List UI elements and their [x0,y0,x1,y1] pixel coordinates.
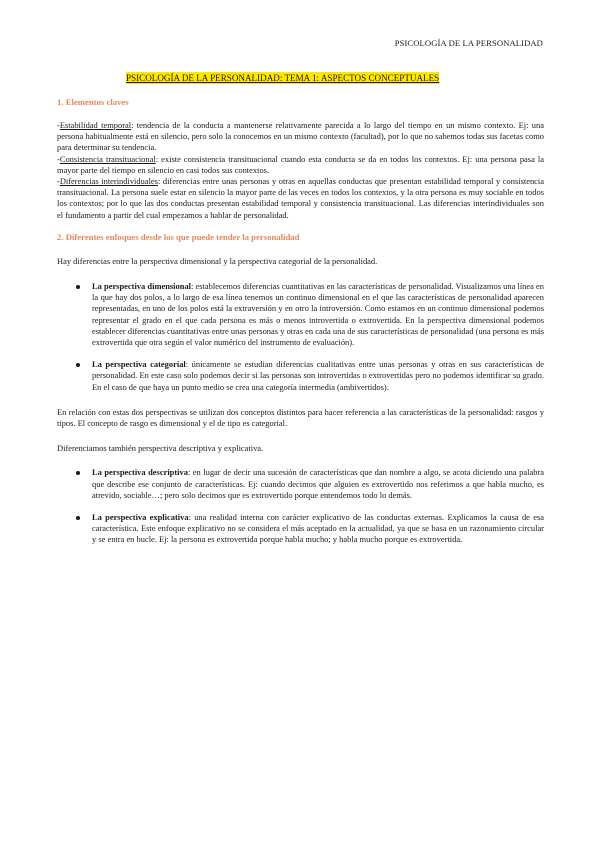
section2-intro: Hay diferencias entre la perspectiva dimensional y la perspectiva categorial de la personalidad. [57,255,378,266]
list-item-body: : en lugar de decir una sucesión de características que dan nombre a algo, se acota diciendo una palabra que describe ese conjunto de características. Ej: cuando decimos que alguien es extrovertido nos referimos a que habla mucho, es atrevido, sociable…; pero solo decimos que es extrovertido porque entendemos todo lo demás. [92,467,544,500]
running-header: PSICOLOGÍA DE LA PERSONALIDAD [394,38,543,48]
definitions-block [57,120,544,221]
list-item-body: : establecemos diferencias cuantitativas en las características de personalidad. Visualizamos una línea en la que hay dos polos, a lo largo de esa línea tenemos un continuo dimensional en el que las características de personalidad aparecen representadas, en uno de los polos está la extraversión y en otro la introversión. Como estamos en un continuo dimensional podemos representar el grado en el que cada persona es más o menos introvertida o extrovertida. En la perspectiva dimensional podemos establecer diferencias cuantitativas entre unas personas y otras en cada una de sus características de personalidad (una persona es más extrovertida que otra según el valor numérico del instrumento de evaluación). [92,281,544,348]
definition-term: Estabilidad temporal [59,120,132,130]
list-item [57,512,544,546]
list-item-body: : una realidad interna con carácter explicativo de las conductas externas. Explicamos la causa de esa característica. Este enfoque explicativo no se considera el más aceptado en la actualidad, ya que se basa en un razonamiento circular y se entra en bucle. Ej: la persona es extrovertida porque habla mucho; y habla mucho porque es extrovertida. [92,512,544,545]
paragraph-descriptive-explicative: Diferenciamos también perspectiva descriptiva y explicativa. [57,443,264,454]
definition-differences [57,176,544,221]
perspectives-list-1 [57,281,544,393]
document-body [57,97,544,546]
definition-consistency [57,154,544,176]
list-item-text [92,359,544,393]
section-heading-2: 2. Diferentes enfoques desde los que puede tender la personalidad [57,231,300,242]
definition-term: Consistencia transituacional [59,153,156,164]
list-item-text [92,467,544,501]
list-item [57,359,544,393]
document-title: PSICOLOGÍA DE LA PERSONALIDAD: TEMA 1: ASPECTOS CONCEPTUALES [126,73,440,83]
paragraph-traits-types: En relación con estas dos perspectivas se utilizan dos conceptos distintos para hacer referencia a las características de la personalidad: rasgos y tipos. El concepto de rasgo es dimensional y el de tipo es categorial. [57,406,544,429]
definition-prefix: - [57,176,60,187]
list-item [57,467,544,501]
list-item [57,281,544,348]
perspectives-list-2 [57,467,544,545]
list-item-term: La perspectiva dimensional [92,281,192,292]
definition-term: Diferencias interindividuales [59,176,158,187]
bullet-icon [76,285,80,289]
list-item-text [92,512,544,546]
section-heading-1: 1. Elementos claves [57,97,129,107]
list-item-body: : únicamente se estudian diferencias cualitativas entre unas personas y otras en sus características de personalidad. En este caso solo podemos decir si las personas son introvertidas o extrovertidas pero no podemos identificar su grado. En el caso de que haya un punto medio se crea una categoría intermedia (ambivertidos). [92,359,544,392]
definition-prefix: - [57,153,60,164]
list-item-term: La perspectiva categorial [92,359,186,370]
bullet-icon [76,363,80,367]
list-item-text [92,281,544,348]
list-item-term: La perspectiva explicativa [92,512,189,523]
bullet-icon [76,471,80,475]
list-item-term: La perspectiva descriptiva [92,467,188,478]
definition-text: : tendencia de la conducta a mantenerse relativamente parecida a lo largo del tiempo en un mismo contexto. Ej: una persona habitualmente está en silencio, pero solo la conocemos en un mismo contexto (facultad), por lo que no sabemos todas sus facetas como para determinar su tendencia. [57,120,544,153]
bullet-icon [76,516,80,520]
definition-text: : diferencias entre unas personas y otras en aquellas conductas que presentan estabilidad temporal y consistencia transituacional. La persona suele estar en silencio la mayor parte de las veces en todos los contextos, y la otra persona es muy sociable en todos los contextos; por lo que las dos conductas presentan estabilidad temporal y consistencia transituacional. Las diferencias interindividuales son el fundamento a partir del cual empezamos a hablar de personalidad. [57,176,544,220]
definition-prefix: - [57,120,60,130]
definition-text: : existe consistencia transituacional cuando esta conducta se da en todos los contextos. Ej: una persona pasa la mayor parte del tiempo en silencio en casi todos sus contextos. [57,153,544,175]
definition-stability [57,120,544,154]
